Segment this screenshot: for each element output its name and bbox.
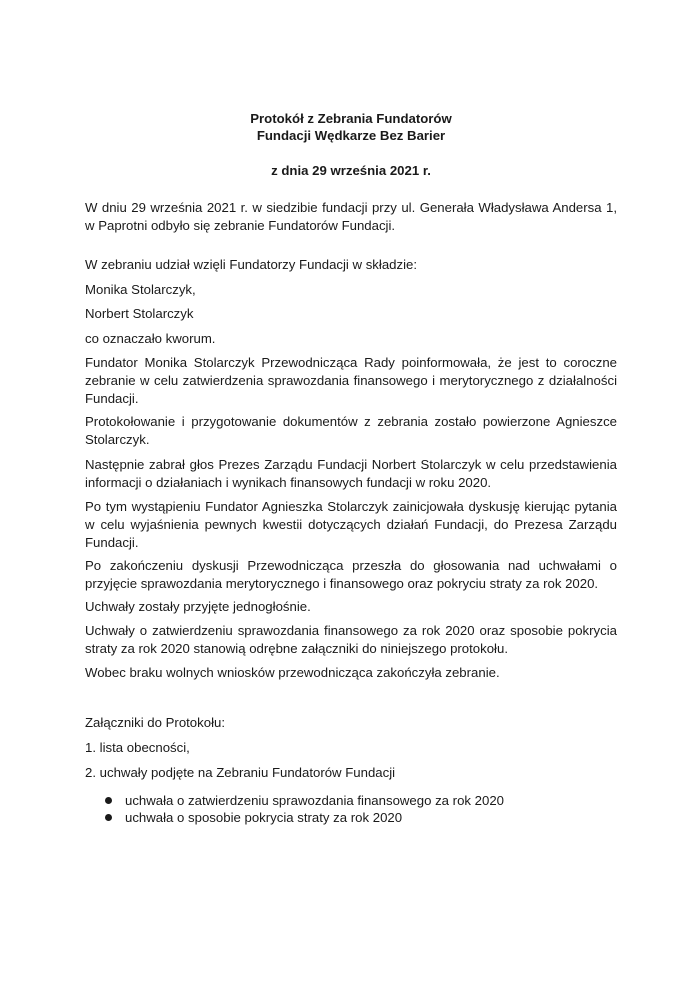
title-line-1: Protokół z Zebrania Fundatorów	[250, 111, 452, 126]
document-page	[85, 0, 617, 990]
attachments-heading: Załączniki do Protokołu:	[85, 715, 226, 730]
intro-paragraph: W dniu 29 września 2021 r. w siedzibie fundacji przy ul. Generała Władysława Andersa 1, w Paprotni odbyło się zebranie Fundatorów Fundacji.	[85, 200, 617, 233]
discussion-paragraph: Po tym wystąpieniu Fundator Agnieszka Stolarczyk zainicjowała dyskusję kierując pytania w celu wyjaśnienia pewnych kwestii dotyczących działań Fundacji, do Prezesa Zarządu Fundacji.	[85, 499, 617, 550]
voting-paragraph: Po zakończeniu dyskusji Przewodnicząca przeszła do głosowania nad uchwałami o przyjęcie sprawozdania merytorycznego i finansowego oraz pokryciu straty za rok 2020.	[85, 558, 617, 591]
attachment-item-2: 2. uchwały podjęte na Zebraniu Fundatorów Fundacji	[85, 765, 396, 780]
bullet-dot-icon	[105, 814, 112, 821]
quorum-text: co oznaczało kworum.	[85, 331, 216, 346]
closing-text: Wobec braku wolnych wniosków przewodnicząca zakończyła zebranie.	[85, 665, 500, 680]
minutes-paragraph: Protokołowanie i przygotowanie dokumentów z zebrania zostało powierzone Agnieszce Stolarczyk.	[85, 414, 617, 447]
title-line-2: Fundacji Wędkarze Bez Barier	[256, 128, 446, 143]
bullet-text: uchwała o zatwierdzeniu sprawozdania finansowego za rok 2020	[125, 793, 505, 808]
participant-2: Norbert Stolarczyk	[85, 306, 194, 321]
bullet-text: uchwała o sposobie pokrycia straty za rok 2020	[125, 810, 403, 825]
attachment-bullet-list	[85, 792, 617, 826]
list-item	[85, 792, 617, 809]
title-date: z dnia 29 września 2021 r.	[271, 163, 431, 178]
bullet-dot-icon	[105, 797, 112, 804]
document-title	[85, 110, 617, 179]
attachments-note-paragraph: Uchwały o zatwierdzeniu sprawozdania finansowego za rok 2020 oraz sposobie pokrycia straty za rok 2020 stanowią odrębne załączniki do niniejszego protokołu.	[85, 623, 617, 656]
president-paragraph: Następnie zabrał głos Prezes Zarządu Fundacji Norbert Stolarczyk w celu przedstawienia informacji o działaniach i wynikach finansowych fundacji w roku 2020.	[85, 457, 617, 490]
list-item	[85, 809, 617, 826]
attachment-item-1: 1. lista obecności,	[85, 740, 190, 755]
unanimous-text: Uchwały zostały przyjęte jednogłośnie.	[85, 599, 311, 614]
participants-intro: W zebraniu udział wzięli Fundatorzy Fundacji w składzie:	[85, 257, 418, 272]
chair-info-paragraph: Fundator Monika Stolarczyk Przewodnicząca Rady poinformowała, że jest to coroczne zebranie w celu zatwierdzenia sprawozdania finansowego i merytorycznego z działalności Fundacji.	[85, 355, 617, 406]
participant-1: Monika Stolarczyk,	[85, 282, 196, 297]
